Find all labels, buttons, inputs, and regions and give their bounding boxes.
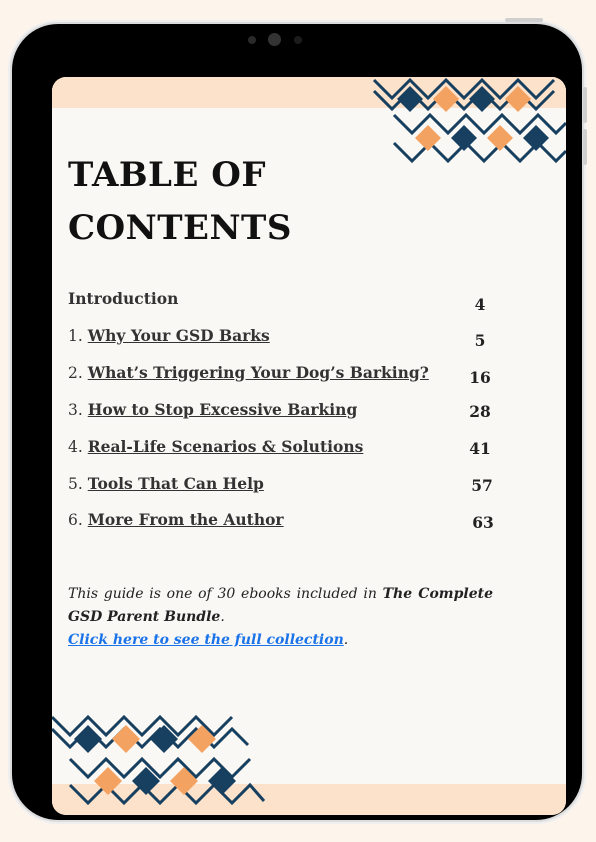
toc-link-stop-barking[interactable]: How to Stop Excessive Barking	[87, 400, 358, 419]
toc-number: 5.	[68, 475, 83, 493]
tablet-frame	[12, 24, 582, 820]
toc-page-number: 28	[469, 402, 491, 421]
top-button	[505, 18, 543, 22]
toc-link-more-from-author[interactable]: More From the Author	[87, 510, 284, 529]
toc-entry-1	[68, 326, 508, 356]
page-title	[68, 149, 488, 255]
toc-number: 4.	[68, 438, 83, 456]
toc-entry-4	[68, 437, 508, 467]
side-button-upper	[583, 87, 587, 123]
toc-page-number: 16	[469, 368, 491, 387]
toc-number: 2.	[68, 364, 83, 382]
toc-page-number: 41	[469, 439, 491, 458]
toc-number: 6.	[68, 511, 83, 529]
bundle-note	[68, 583, 493, 652]
toc-number: 1.	[68, 327, 83, 345]
sensor-dot	[248, 36, 256, 44]
toc-label: Introduction	[68, 289, 179, 308]
toc-page-number: 63	[472, 513, 494, 532]
toc-link-why-gsd-barks[interactable]: Why Your GSD Barks	[87, 326, 270, 345]
toc-link-scenarios[interactable]: Real-Life Scenarios & Solutions	[87, 437, 364, 456]
ebook-page	[52, 77, 566, 815]
note-period: .	[220, 609, 225, 625]
toc-number: 3.	[68, 401, 83, 419]
decorative-pattern-bottom-left	[52, 709, 266, 809]
note-period-2: .	[343, 632, 349, 648]
note-text: This guide is one of 30 ebooks included in	[68, 586, 383, 602]
toc-entry-3	[68, 400, 508, 430]
toc-entry-2	[68, 363, 508, 393]
full-collection-link[interactable]: Click here to see the full collection	[68, 632, 344, 648]
toc-page-number: 57	[471, 476, 493, 495]
toc-entry-introduction	[68, 289, 508, 319]
toc-page-number: 4	[474, 295, 486, 314]
flash-dot	[294, 36, 302, 44]
toc-page-number: 5	[474, 331, 486, 350]
toc-entry-6	[68, 510, 508, 540]
bundle-name: The Complete GSD Parent Bundle	[68, 586, 493, 625]
side-button-lower	[583, 129, 587, 165]
camera-lens	[268, 33, 281, 46]
toc-link-tools[interactable]: Tools That Can Help	[87, 474, 264, 493]
toc-link-triggers[interactable]: What’s Triggering Your Dog’s Barking?	[87, 363, 429, 382]
title-line-2: CONTENTS	[68, 208, 292, 248]
title-line-1: TABLE OF	[68, 155, 266, 195]
toc-entry-5	[68, 474, 508, 504]
